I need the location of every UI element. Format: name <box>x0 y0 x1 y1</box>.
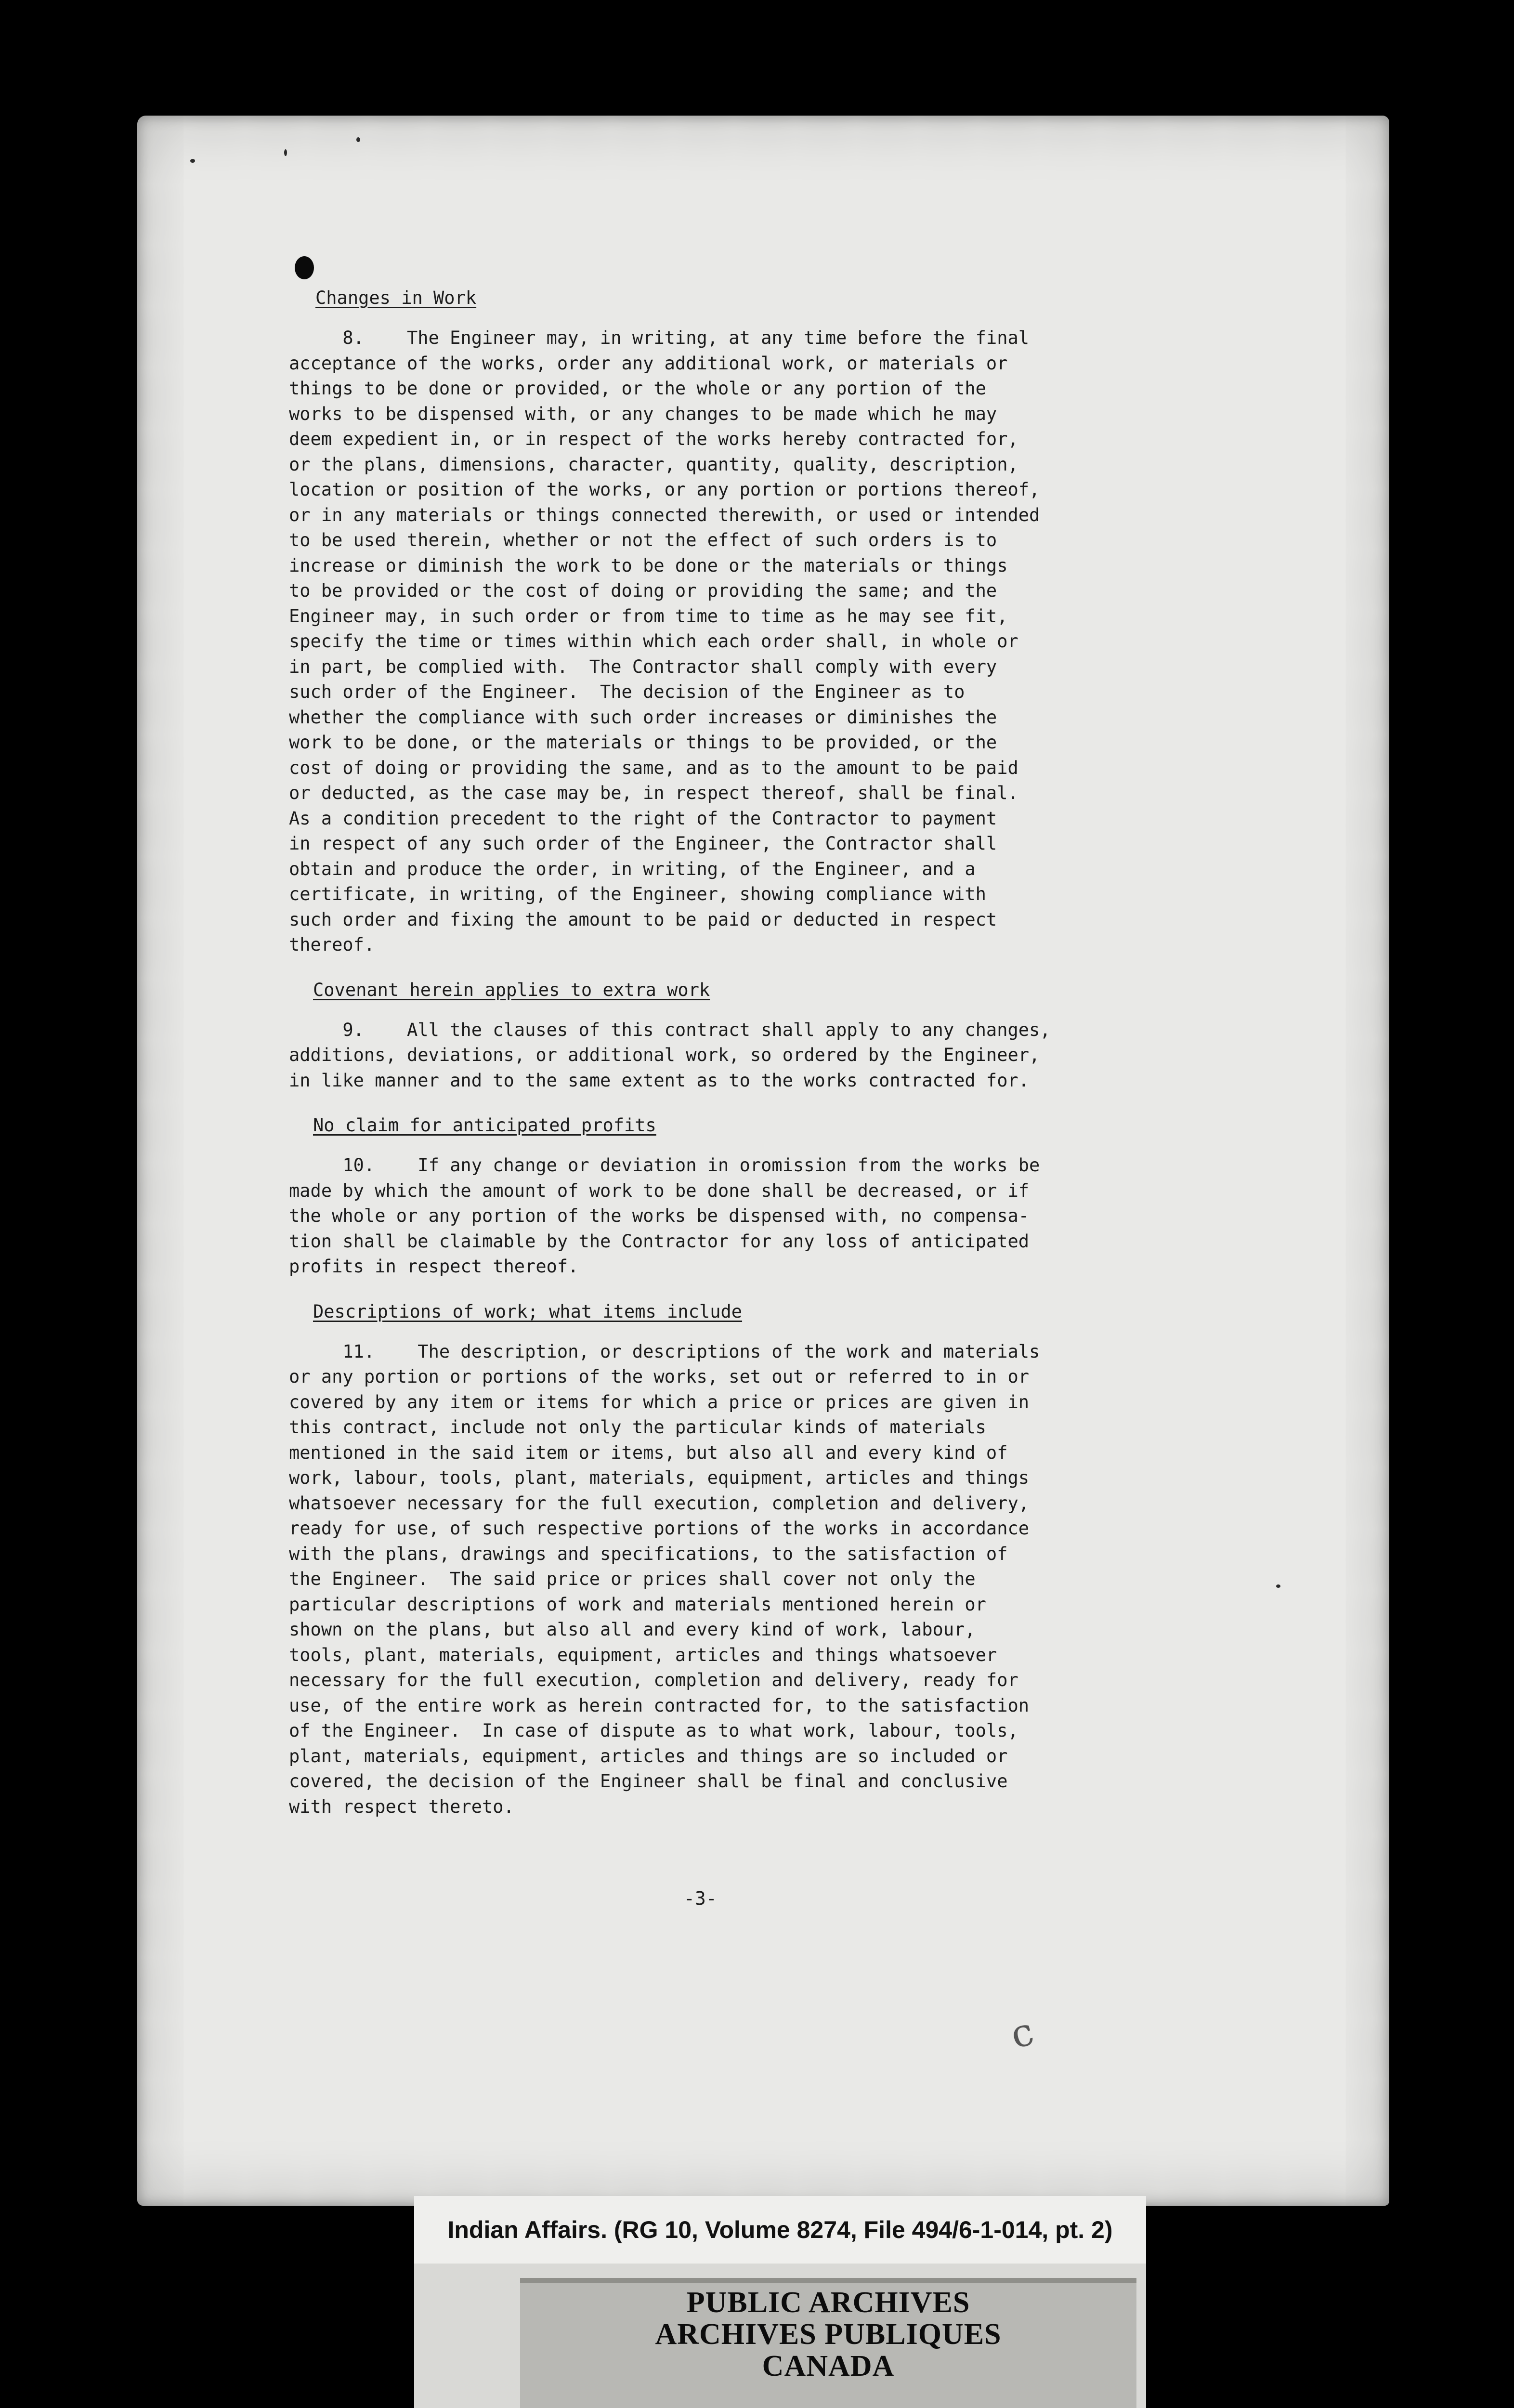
section-heading: Descriptions of work; what items include <box>313 1301 743 1322</box>
section-descriptions-of-work <box>289 1298 1218 1820</box>
archive-reference-label: Indian Affairs. (RG 10, Volume 8274, File 494/6-1-014, pt. 2) <box>414 2196 1146 2264</box>
punch-hole <box>295 256 314 279</box>
document-body <box>289 284 1218 1838</box>
section-changes-in-work <box>289 284 1218 958</box>
section-paragraph: 11. The description, or descriptions of the work and materials or any portion or portions of the works, set out or referred to in or covered by any item or items for which a price or prices are given in this contract, include not only the particular kinds of materials mentioned in the said item or items, but also all and every kind of work, labour, tools, plant, materials, equipment, articles and things whatsoever necessary for the full execution, completion and delivery, ready for use, of such respective portions of the works in accordance with the plans, drawings and specifications, to the satisfaction of the Engineer. The said price or prices shall cover not only the particular descriptions of work and materials mentioned herein or shown on the plans, but also all and every kind of work, labour, tools, plant, materials, equipment, articles and things whatsoever necessary for the full execution, completion and delivery, ready for use, of the entire work as herein contracted for, to the satisfaction of the Engineer. In case of dispute as to what work, labour, tools, plant, materials, equipment, articles and things are so included or covered, the decision of the Engineer shall be final and conclusive with respect thereto. <box>289 1341 1040 1817</box>
page-number: -3- <box>684 1888 717 1909</box>
dust-speck <box>1276 1584 1280 1588</box>
section-paragraph: 9. All the clauses of this contract shall apply to any changes, additions, deviations, or additional work, so ordered by the Engineer, in like manner and to the same extent as to the works contracted for. <box>289 1019 1051 1091</box>
section-heading: Covenant herein applies to extra work <box>313 979 710 1000</box>
stamp-line: ARCHIVES PUBLIQUES <box>655 2318 1002 2351</box>
section-heading: Changes in Work <box>315 288 477 308</box>
archive-stamp-text <box>520 2287 1136 2382</box>
pencil-mark: c <box>1005 2008 1039 2058</box>
dust-speck <box>284 149 287 156</box>
dust-speck <box>356 137 360 142</box>
stamp-line: PUBLIC ARCHIVES <box>686 2286 970 2319</box>
section-heading: No claim for anticipated profits <box>313 1115 656 1136</box>
section-covenant-extra-work <box>289 976 1218 1094</box>
section-no-claim-profits <box>289 1112 1218 1280</box>
stamp-line: CANADA <box>762 2350 895 2382</box>
section-paragraph: 8. The Engineer may, in writing, at any time before the final acceptance of the works, order any additional work, or materials or things to be done or provided, or the whole or any portion of the works to be dispensed with, or any changes to be made which he may deem expedient in, or in respect of the works hereby contracted for, or the plans, dimensions, character, quantity, quality, description, location or position of the works, or any portion or portions thereof, or in any materials or things connected therewith, or used or intended to be used therein, whether or not the effect of such orders is to increase or diminish the work to be done or the materials or things to be provided or the cost of doing or providing the same; and the Engineer may, in such order or from time to time as he may see fit, specify the time or times within which each order shall, in whole or in part, be complied with. The Contractor shall comply with every such order of the Engineer. The decision of the Engineer as to whether the compliance with such order increases or diminishes the work to be done, or the materials or things to be provided, or the cost of doing or providing the same, and as to the amount to be paid or deducted, as the case may be, in respect thereof, shall be final. As a condition precedent to the right of the Contractor to payment in respect of any such order of the Engineer, the Contractor shall obtain and produce the order, in writing, of the Engineer, and a certificate, in writing, of the Engineer, showing compliance with such order and fixing the amount to be paid or deducted in respect thereof. <box>289 327 1040 955</box>
dust-speck <box>190 159 195 163</box>
section-paragraph: 10. If any change or deviation in oromission from the works be made by which the amount of work to be done shall be decreased, or if the whole or any portion of the works be dispensed with, no compensa- tion shall be claimable by the Contractor for any loss of anticipated profits in respect thereof. <box>289 1155 1040 1277</box>
